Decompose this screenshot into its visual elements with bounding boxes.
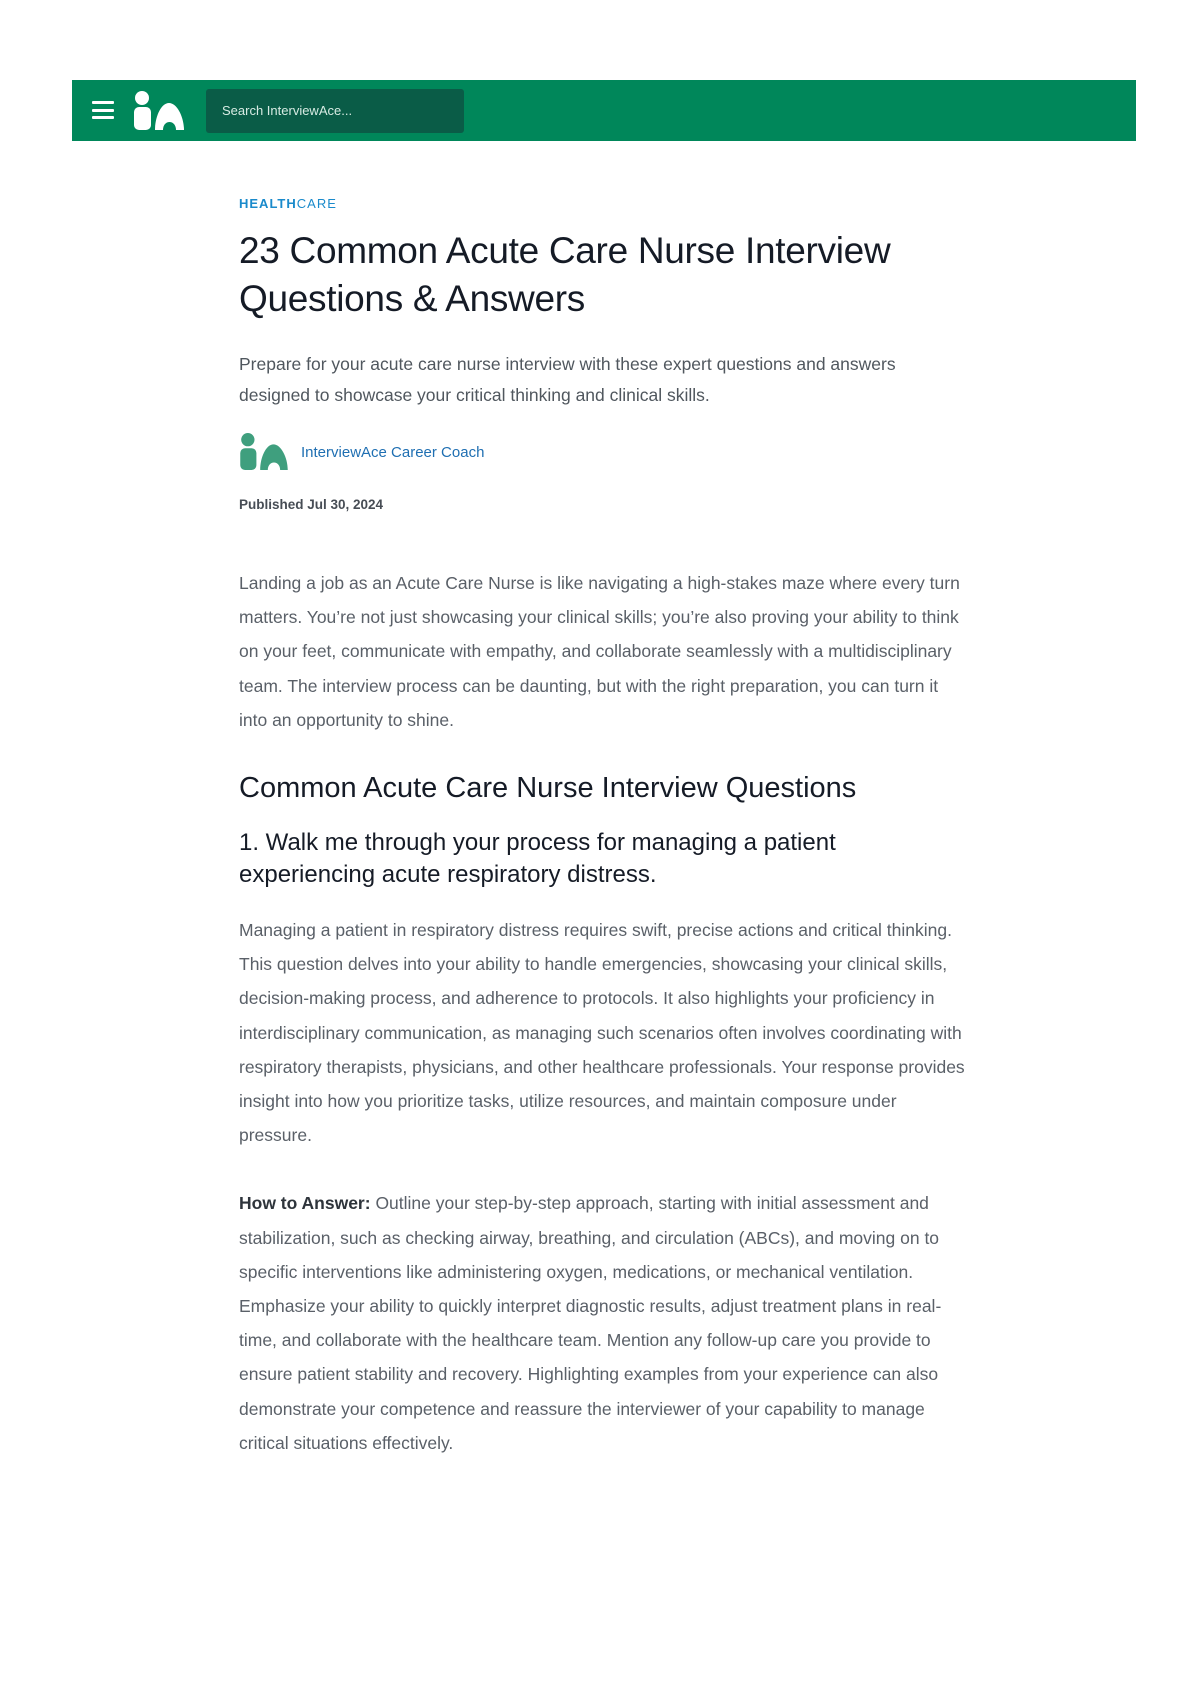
author-avatar-icon [239, 433, 289, 471]
category-part-health: HEALTH [239, 196, 297, 211]
question-1-how-to-answer [239, 1186, 969, 1460]
hamburger-menu-icon[interactable] [92, 101, 114, 119]
published-date: Published Jul 30, 2024 [239, 497, 384, 512]
section-heading: Common Acute Care Nurse Interview Questions [239, 772, 857, 805]
category-part-care: CARE [296, 196, 337, 211]
category-label[interactable] [239, 195, 969, 213]
author-byline [239, 429, 969, 475]
question-1-heading: 1. Walk me through your process for managing a patient experiencing acute respiratory distress. [239, 829, 836, 889]
question-1-explanation: Managing a patient in respiratory distress requires swift, precise actions and critical thinking. This question delves into your ability to handle emergencies, showcasing your clinical skills, decision-making process, and adherence to protocols. It also highlights your proficiency in interdisciplinary communication, as managing such scenarios often involves coordinating with respiratory therapists, physicians, and other healthcare professionals. Your response provides insight into how you prioritize tasks, utilize resources, and maintain composure under pressure. [239, 920, 965, 1146]
search-input[interactable]: Search InterviewAce... [206, 89, 464, 133]
intro-paragraph: Landing a job as an Acute Care Nurse is like navigating a high-stakes maze where every turn matters. You’re not just showcasing your clinical skills; you’re also proving your ability to think on your feet, communicate with empathy, and collaborate seamlessly with a multidisciplinary team. The interview process can be daunting, but with the right preparation, you can turn it into an opportunity to shine. [239, 573, 960, 730]
article [239, 195, 969, 1460]
page-title: 23 Common Acute Care Nurse Interview Questions & Answers [239, 230, 891, 319]
site-logo[interactable] [133, 91, 185, 136]
how-to-answer-text: Outline your step-by-step approach, starting with initial assessment and stabilization, such as checking airway, breathing, and circulation (ABCs), and moving on to specific interventions like administering oxygen, medications, or mechanical ventilation. Emphasize your ability to quickly interpret diagnostic results, adjust treatment plans in real-time, and collaborate with the healthcare team. Mention any follow-up care you provide to ensure patient stability and recovery. Highlighting examples from your experience can also demonstrate your competence and reassure the interviewer of your capability to manage critical situations effectively. [239, 1193, 942, 1453]
logo-icon [133, 91, 185, 131]
how-to-answer-label: How to Answer: [239, 1193, 371, 1214]
article-subtitle: Prepare for your acute care nurse interview with these expert questions and answers designed to showcase your critical thinking and clinical skills. [239, 354, 896, 405]
author-link[interactable]: InterviewAce Career Coach [301, 443, 485, 461]
